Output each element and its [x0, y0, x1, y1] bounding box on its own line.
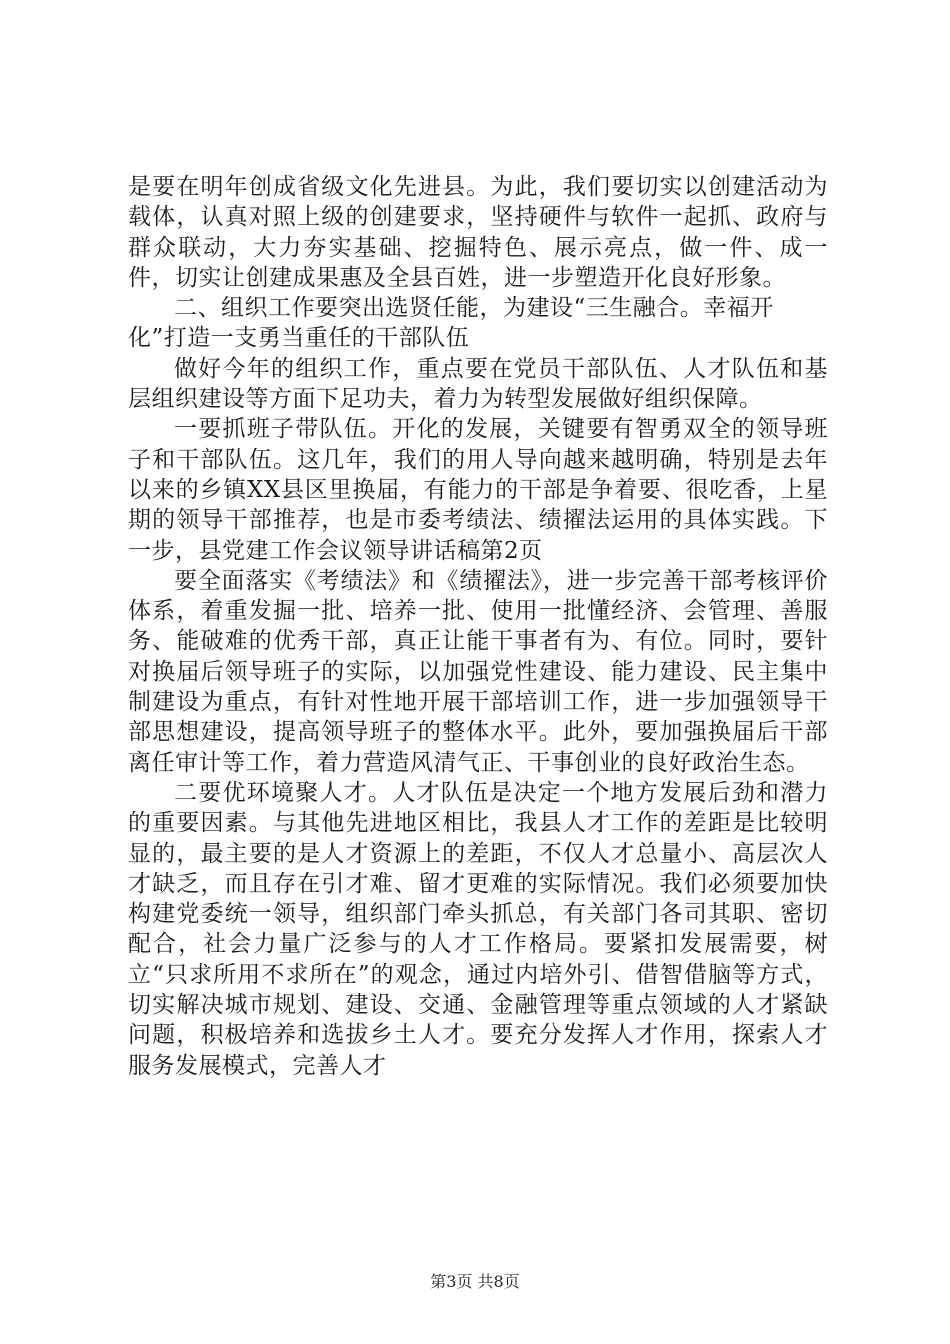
page-footer: [0, 1272, 950, 1292]
paragraph-culture-county: 是要在明年创成省级文化先进县。为此，我们要切实以创建活动为载体，认真对照上级的创建要求，坚持硬件与软件一起抓、政府与群众联动，大力夯实基础、挖掘特色、展示亮点，做一件、成一件，切实让创建成果惠及全县百姓，进一步塑造开化良好形象。: [128, 174, 828, 291]
paragraph-leadership-team: 一要抓班子带队伍。开化的发展，关键要有智勇双全的领导班子和干部队伍。这几年，我们的用人导向越来越明确，特别是去年以来的乡镇XX县区里换届，有能力的干部是争着要、很吃香，上星期的领导干部推荐，也是市委考绩法、绩擢法运用的具体实践。下一步，县党建工作会议领导讲话稿第2页: [128, 416, 828, 564]
paragraph-organization-work: 做好今年的组织工作，重点要在党员干部队伍、人才队伍和基层组织建设等方面下足功夫，着力为转型发展做好组织保障。: [128, 355, 828, 413]
paragraph-talent-environment: 二要优环境聚人才。人才队伍是决定一个地方发展后劲和潜力的重要因素。与其他先进地区相比，我县人才工作的差距是比较明显的，最主要的是人才资源上的差距，不仅人才总量小、高层次人才缺乏，而且存在引才难、留才更难的实际情况。我们必须要加快构建党委统一领导，组织部门牵头抓总，有关部门各司其职、密切配合，社会力量广泛参与的人才工作格局。要紧扣发展需要，树立“只求所用不求所在”的观念，通过内培外引、借智借脑等方式，切实解决城市规划、建设、交通、金融管理等重点领域的人才紧缺问题，积极培养和选拔乡土人才。要充分发挥人才作用，探索人才服务发展模式，完善人才: [128, 779, 828, 1079]
paragraph-cadre-evaluation: 要全面落实《考绩法》和《绩擢法》，进一步完善干部考核评价体系，着重发掘一批、培养一批、使用一批懂经济、会管理、善服务、能破难的优秀干部，真正让能干事者有为、有位。同时，要针对换届后领导班子的实际，以加强党性建设、能力建设、民主集中制建设为重点，有针对性地开展干部培训工作，进一步加强领导干部思想建设，提高领导班子的整体水平。此外，要加强换届后干部离任审计等工作，着力营造风清气正、干事创业的良好政治生态。: [128, 567, 828, 776]
document-body: [128, 172, 828, 1081]
section-heading-organization: 二、组织工作要突出选贤任能，为建设“三生融合。幸福开化”打造一支勇当重任的干部队伍: [128, 295, 774, 352]
page-number-label: 第3页 共8页: [430, 1272, 520, 1291]
